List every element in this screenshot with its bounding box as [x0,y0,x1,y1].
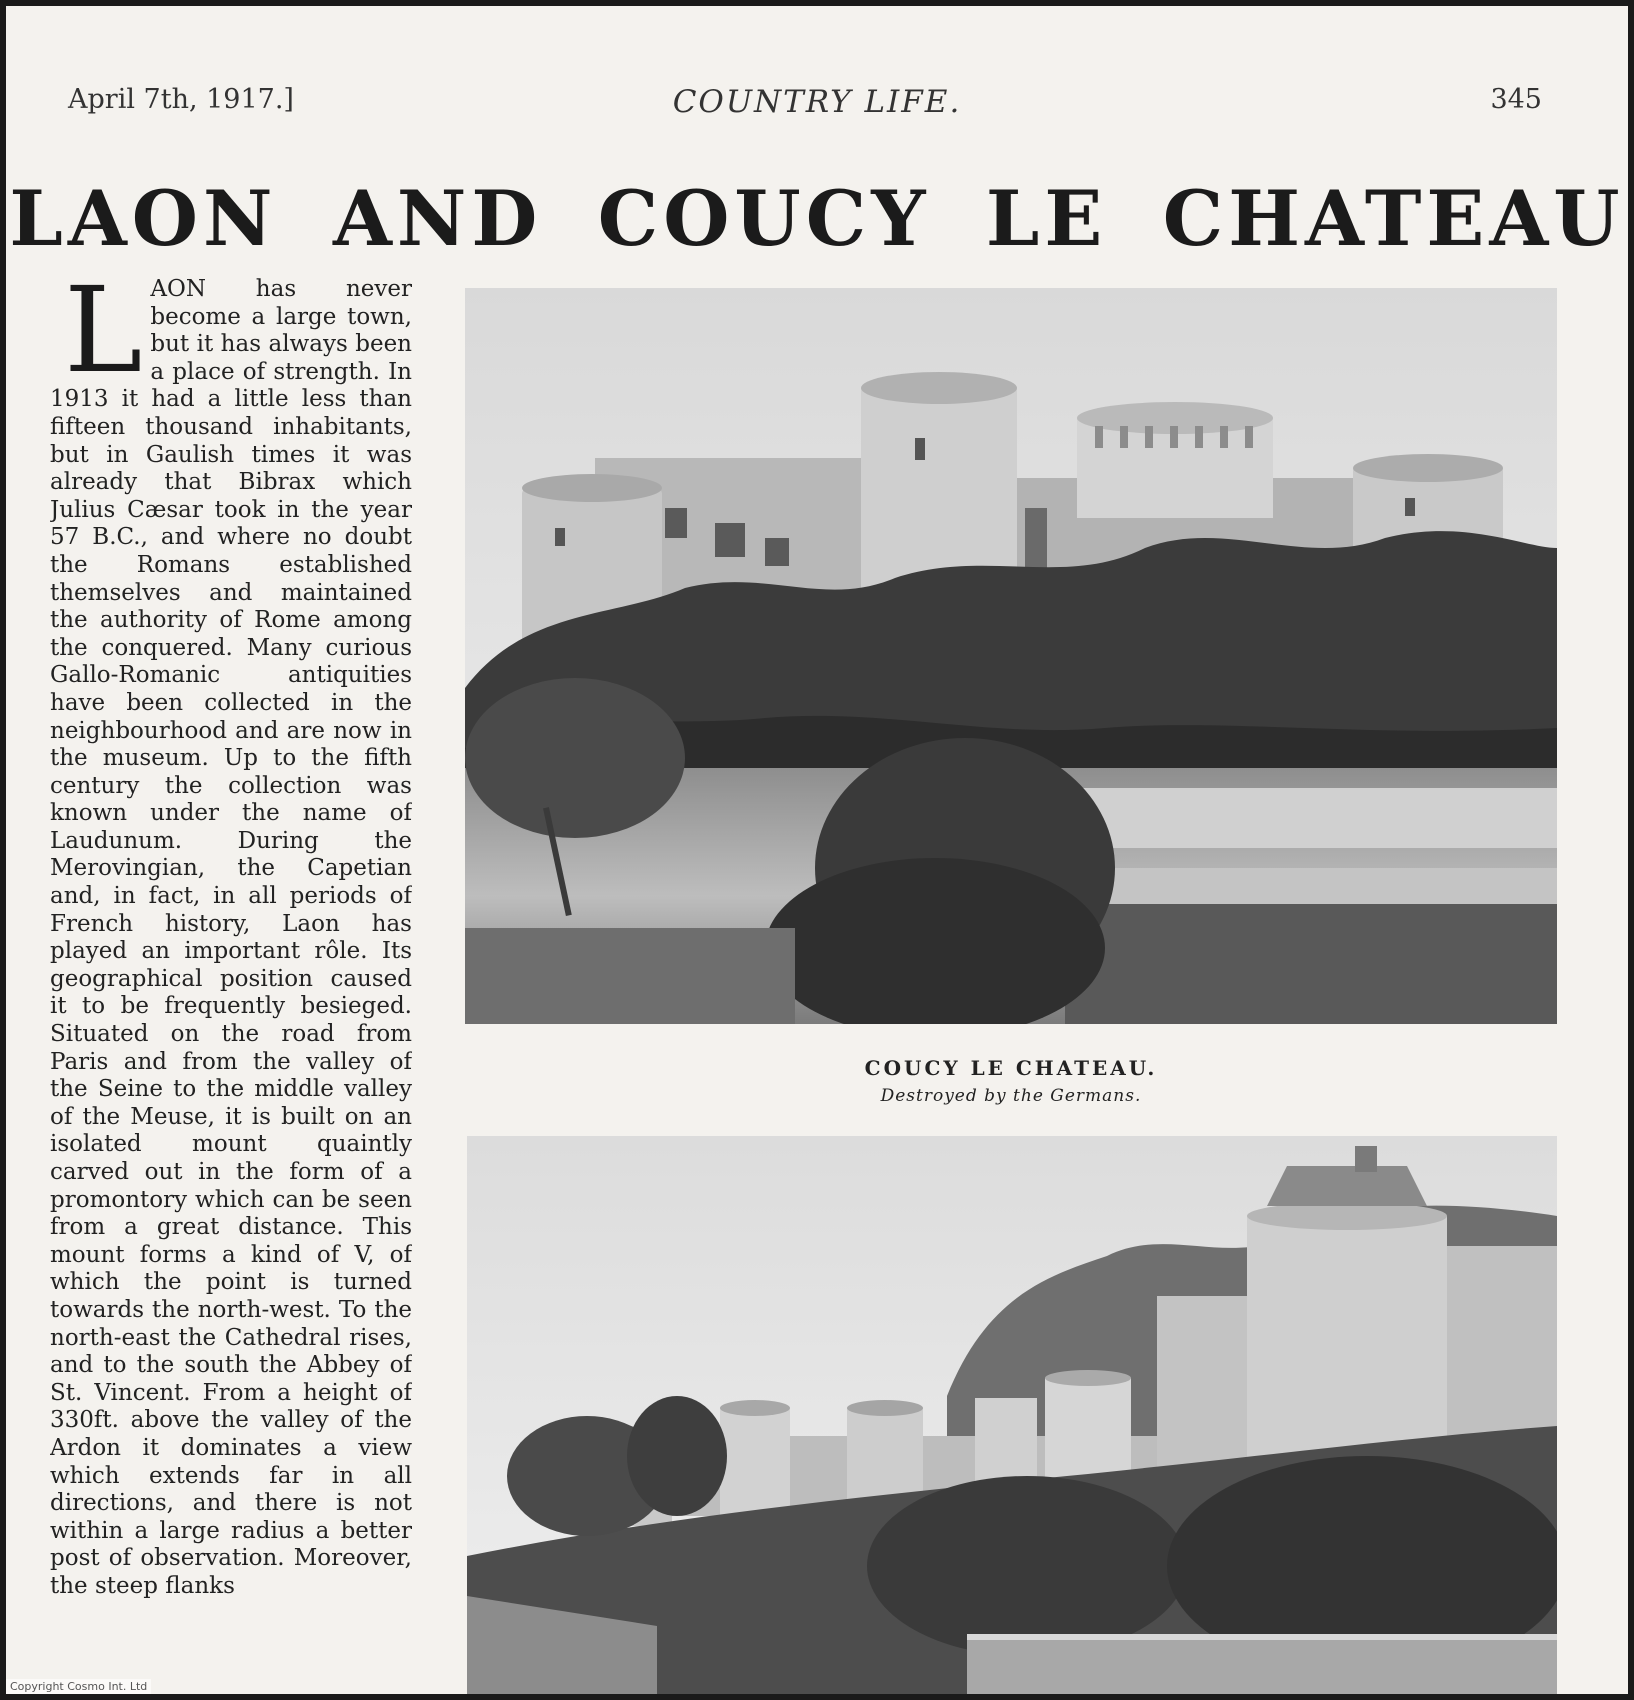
article-body-column [50,276,412,1694]
ramparts-photo [467,1136,1557,1694]
page-number: 345 [1490,84,1542,115]
running-head [6,84,1628,124]
figure-caption-subtitle: Destroyed by the Germans. [880,1086,1142,1106]
copyright-notice: Copyright Cosmo Int. Ltd [6,1679,151,1694]
magazine-name: COUNTRY LIFE. [672,84,962,120]
magazine-page [6,6,1628,1694]
issue-date: April 7th, 1917.] [68,84,294,115]
castle-ruins-photo [465,288,1557,1024]
article-title: LAON AND COUCY LE CHATEAU [9,174,1625,263]
figure-caption-title: COUCY LE CHATEAU. [864,1056,1158,1080]
drop-cap: L [64,276,143,399]
article-body-text: AON has never become a large town, but it has always been a place of strength. In 1913 it had a little less than fifteen thousand inhabitants, but in Gaulish times it was already that Bibrax which Julius Cæsar took in the year 57 B.C., and where no doubt the Romans established themselves and maintained the authority of Rome among the conquered. Many curious Gallo-Romanic antiquities have been collected in the neighbourhood and are now in the museum. Up to the fifth century the collection was known under the name of Laudunum. During the Merovingian, the Capetian and, in fact, in all periods of French history, Laon has played an important rôle. Its geographical position caused it to be frequently besieged. Situated on the road from Paris and from the valley of the Seine to the middle valley of the Meuse, it is built on an isolated mount quaintly carved out in the form of a promontory which can be seen from a great distance. This mount forms a kind of V, of which the point is turned towards the north-west. To the north-east the Cathedral rises, and to the south the Abbey of St. Vincent. From a height of 330ft. above the valley of the Ardon it dominates a view which extends far in all directions, and there is not within a large radius a better post of observation. Moreover, the steep flanks [50,276,412,1599]
